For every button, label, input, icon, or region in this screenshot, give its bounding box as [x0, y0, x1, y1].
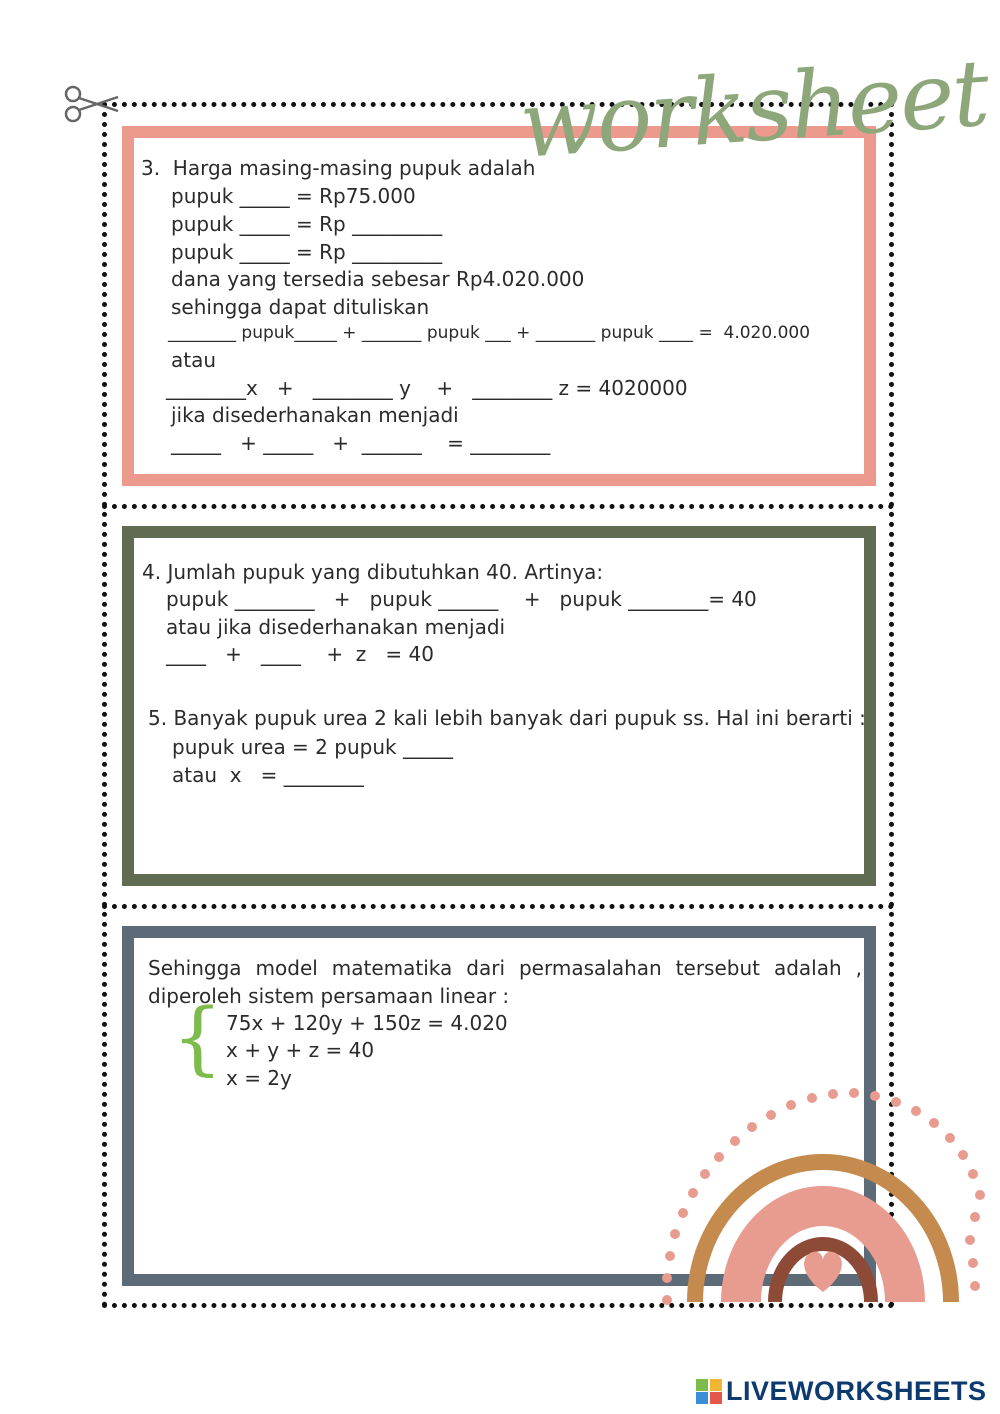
q3-price-line-1: pupuk _____ = Rp75.000: [171, 184, 416, 208]
system-equation-2: x + y + z = 40: [226, 1038, 375, 1062]
q3-price-line-3: pupuk _____ = Rp _________: [171, 240, 443, 264]
logo-text: LIVEWORKSHEETS: [726, 1376, 987, 1406]
q3-funds-line: dana yang tersedia sebesar Rp4.020.000: [171, 267, 585, 291]
q5-urea-line: pupuk urea = 2 pupuk _____: [172, 735, 453, 759]
cutout-divider-1: [102, 504, 894, 509]
q4-simplified-equation: ____ + ____ + z = 40: [166, 642, 434, 666]
heart-icon: [804, 1252, 842, 1292]
liveworksheets-logo: [696, 1376, 987, 1407]
system-equation-1: 75x + 120y + 150z = 4.020: [226, 1011, 508, 1035]
system-equation-3: x = 2y: [226, 1066, 292, 1090]
logo-grid-icon: [696, 1379, 722, 1405]
q3-price-line-2: pupuk _____ = Rp _________: [171, 212, 443, 236]
q3-simplify-label: jika disederhanakan menjadi: [171, 403, 459, 427]
q4-equation-words: pupuk ________ + pupuk ______ + pupuk ________= 40: [166, 587, 757, 611]
curly-brace-icon: {: [172, 991, 223, 1084]
q3-heading: 3. Harga masing-masing pupuk adalah: [141, 156, 536, 180]
q4-simplify-label: atau jika disederhanakan menjadi: [166, 615, 506, 639]
q3-simplified-equation: _____ + _____ + ______ = ________: [171, 431, 551, 455]
q3-written-label: sehingga dapat dituliskan: [171, 295, 430, 319]
model-intro-line-1: Sehingga model matematika dari permasalahan tersebut adalah ,: [148, 956, 862, 980]
model-intro-line-2: diperoleh sistem persamaan linear :: [148, 984, 510, 1008]
q5-heading: 5. Banyak pupuk urea 2 kali lebih banyak dari pupuk ss. Hal ini berarti :: [148, 706, 866, 730]
cutout-divider-2: [102, 904, 894, 909]
q5-x-line: atau x = ________: [172, 763, 364, 787]
q3-equation-xyz: ________x + ________ y + ________ z = 4020000: [166, 376, 688, 400]
scissors-icon: [62, 84, 120, 124]
rainbow-illustration: [655, 1080, 990, 1320]
q4-heading: 4. Jumlah pupuk yang dibutuhkan 40. Artinya:: [142, 560, 604, 584]
worksheet-title-art: worksheet: [516, 39, 991, 179]
q3-equation-words: ________ pupuk_____ + _______ pupuk ___ + _______ pupuk ____ = 4.020.000: [168, 323, 811, 343]
q3-or-label: atau: [171, 348, 217, 372]
